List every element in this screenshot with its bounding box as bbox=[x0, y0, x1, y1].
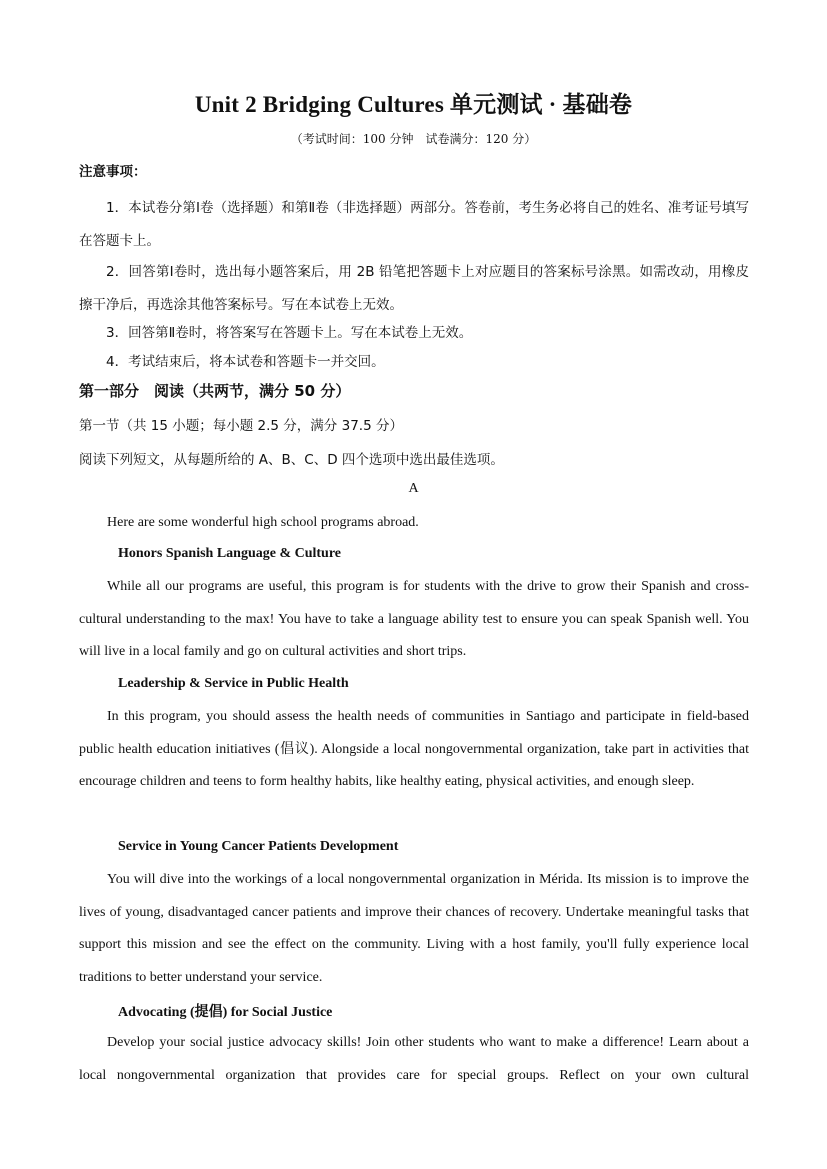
program-text-public-health: In this program, you should assess the health needs of communities in Santiago and participate in field-based public health education initiatives (倡议). Alongside a local nongovernmental organization, take part in activities that encourage children and teens to form healthy habits, like healthy eating, physical activities, and enough sleep. bbox=[79, 709, 749, 790]
program-title-spanish: Honors Spanish Language & Culture bbox=[118, 546, 342, 561]
program-title-cancer-patients: Service in Young Cancer Patients Development bbox=[118, 839, 399, 854]
exam-time-info: （考试时间：100 分钟 试卷满分：120 分） bbox=[290, 132, 537, 146]
notice-item-1: 1．本试卷分第Ⅰ卷（选择题）和第Ⅱ卷（非选择题）两部分。答卷前，考生务必将自己的姓名、准考证号填写在答题卡上。 bbox=[79, 200, 749, 249]
program-text-social-justice: Develop your social justice advocacy skills! Join other students who want to make a difference! Learn about a local nongovernmental organization that provides care for special groups. Reflect on your own cultural bbox=[79, 1035, 749, 1083]
reading-instructions: 阅读下列短文，从每题所给的 A、B、C、D 四个选项中选出最佳选项。 bbox=[79, 452, 504, 468]
notice-item-2: 2．回答第Ⅰ卷时，选出每小题答案后，用 2B 铅笔把答题卡上对应题目的答案标号涂黑。如需改动，用橡皮擦干净后，再选涂其他答案标号。写在本试卷上无效。 bbox=[79, 264, 749, 313]
program-title-public-health: Leadership & Service in Public Health bbox=[118, 676, 349, 691]
program-text-cancer-patients: You will dive into the workings of a local nongovernmental organization in Mérida. Its mission is to improve the lives of young, disadvantaged cancer patients and improve their chances of recovery. Undertake meaningful tasks that support this mission and see the effect on the community. Living with a host family, you'll fully experience local traditions to better understand your service. bbox=[79, 872, 749, 985]
program-text-spanish: While all our programs are useful, this program is for students with the drive to grow their Spanish and cross-cultural understanding to the max! You have to take a language ability test to ensure you can speak Spanish well. You will live in a local family and go on cultural activities and short trips. bbox=[79, 579, 749, 659]
notice-heading: 注意事项： bbox=[79, 164, 147, 180]
notice-item-4: 4．考试结束后，将本试卷和答题卡一并交回。 bbox=[106, 354, 385, 370]
page-title: Unit 2 Bridging Cultures 单元测试 · 基础卷 bbox=[194, 92, 633, 117]
passage-label: A bbox=[408, 481, 419, 496]
program-title-social-justice: Advocating (提倡) for Social Justice bbox=[118, 1005, 333, 1020]
part1-heading: 第一部分 阅读（共两节，满分 50 分） bbox=[79, 382, 351, 400]
passage-intro: Here are some wonderful high school programs abroad. bbox=[107, 515, 419, 530]
section1-info: 第一节（共 15 小题；每小题 2.5 分，满分 37.5 分） bbox=[79, 418, 403, 434]
notice-item-3: 3．回答第Ⅱ卷时，将答案写在答题卡上。写在本试卷上无效。 bbox=[106, 325, 473, 341]
